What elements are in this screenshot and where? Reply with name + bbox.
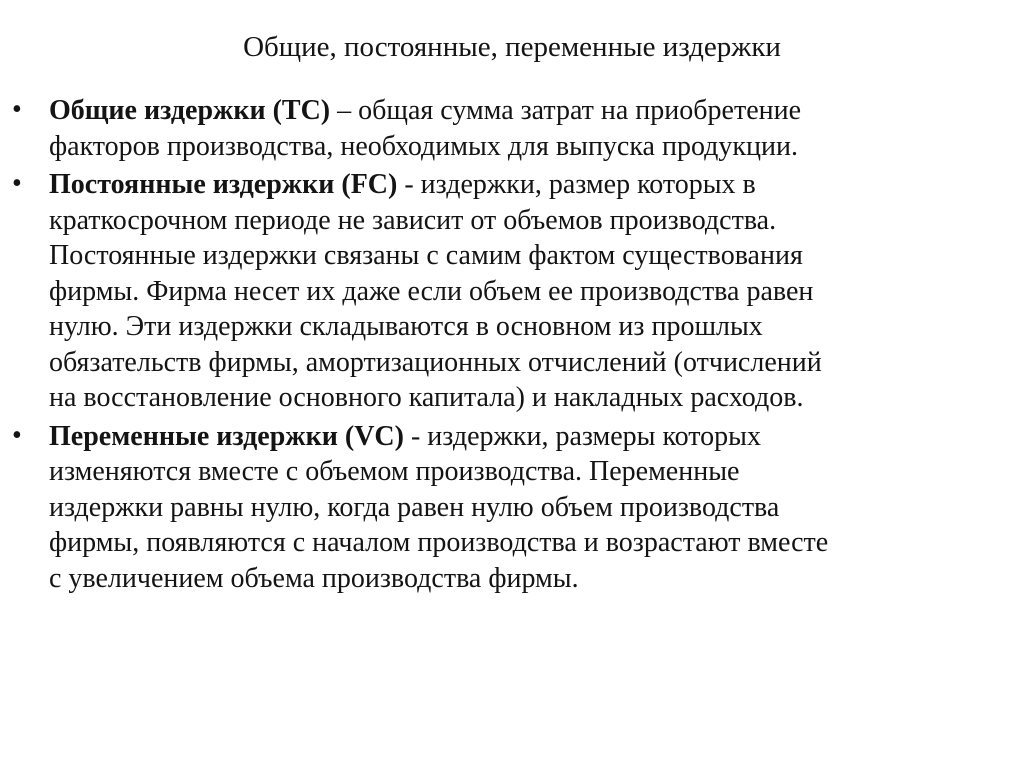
slide-title: Общие, постоянные, переменные издержки: [243, 31, 781, 63]
bullet-marker: •: [12, 94, 22, 125]
definition-line: факторов производства, необходимых для выпуска продукции.: [49, 130, 798, 162]
definition-line: с увеличением объема производства фирмы.: [49, 562, 579, 594]
bullet-total-costs: [12, 93, 1002, 164]
term-total-costs: Общие издержки (ТС): [49, 95, 331, 126]
bullet-first-line: [49, 93, 1002, 129]
definition-line: на восстановление основного капитала) и накладных расходов.: [49, 382, 804, 413]
bullet-marker: •: [12, 419, 22, 451]
definition-line: фирмы, появляются с началом производства и возрастают вместе: [49, 527, 829, 558]
bullet-variable-costs: [12, 419, 1002, 597]
bullet-fixed-costs: [12, 167, 1002, 416]
term-fixed-costs: Постоянные издержки (FC): [49, 169, 398, 200]
definition-line: издержки равны нулю, когда равен нулю объем производства: [49, 491, 780, 523]
bullet-first-line: [49, 167, 1002, 203]
definition-line: Постоянные издержки связаны с самим фактом существования: [49, 240, 803, 271]
definition-line: изменяются вместе с объемом производства. Переменные: [49, 456, 740, 487]
term-variable-costs: Переменные издержки (VC): [49, 420, 404, 452]
definition-line: фирмы. Фирма несет их даже если объем ее производства равен: [49, 275, 814, 307]
definition-line: обязательств фирмы, амортизационных отчислений (отчислений: [49, 346, 822, 378]
definition-start: – общая сумма затрат на приобретение: [330, 95, 802, 126]
definition-start: - издержки, размеры которых: [403, 420, 761, 452]
definition-line: нулю. Эти издержки складываются в основном из прошлых: [49, 311, 763, 342]
bullet-list: [12, 93, 1002, 599]
bullet-first-line: [49, 419, 1002, 455]
definition-start: - издержки, размер которых в: [397, 169, 756, 200]
definition-line: краткосрочном периоде не зависит от объемов производства.: [49, 204, 777, 236]
bullet-marker: •: [12, 168, 22, 199]
